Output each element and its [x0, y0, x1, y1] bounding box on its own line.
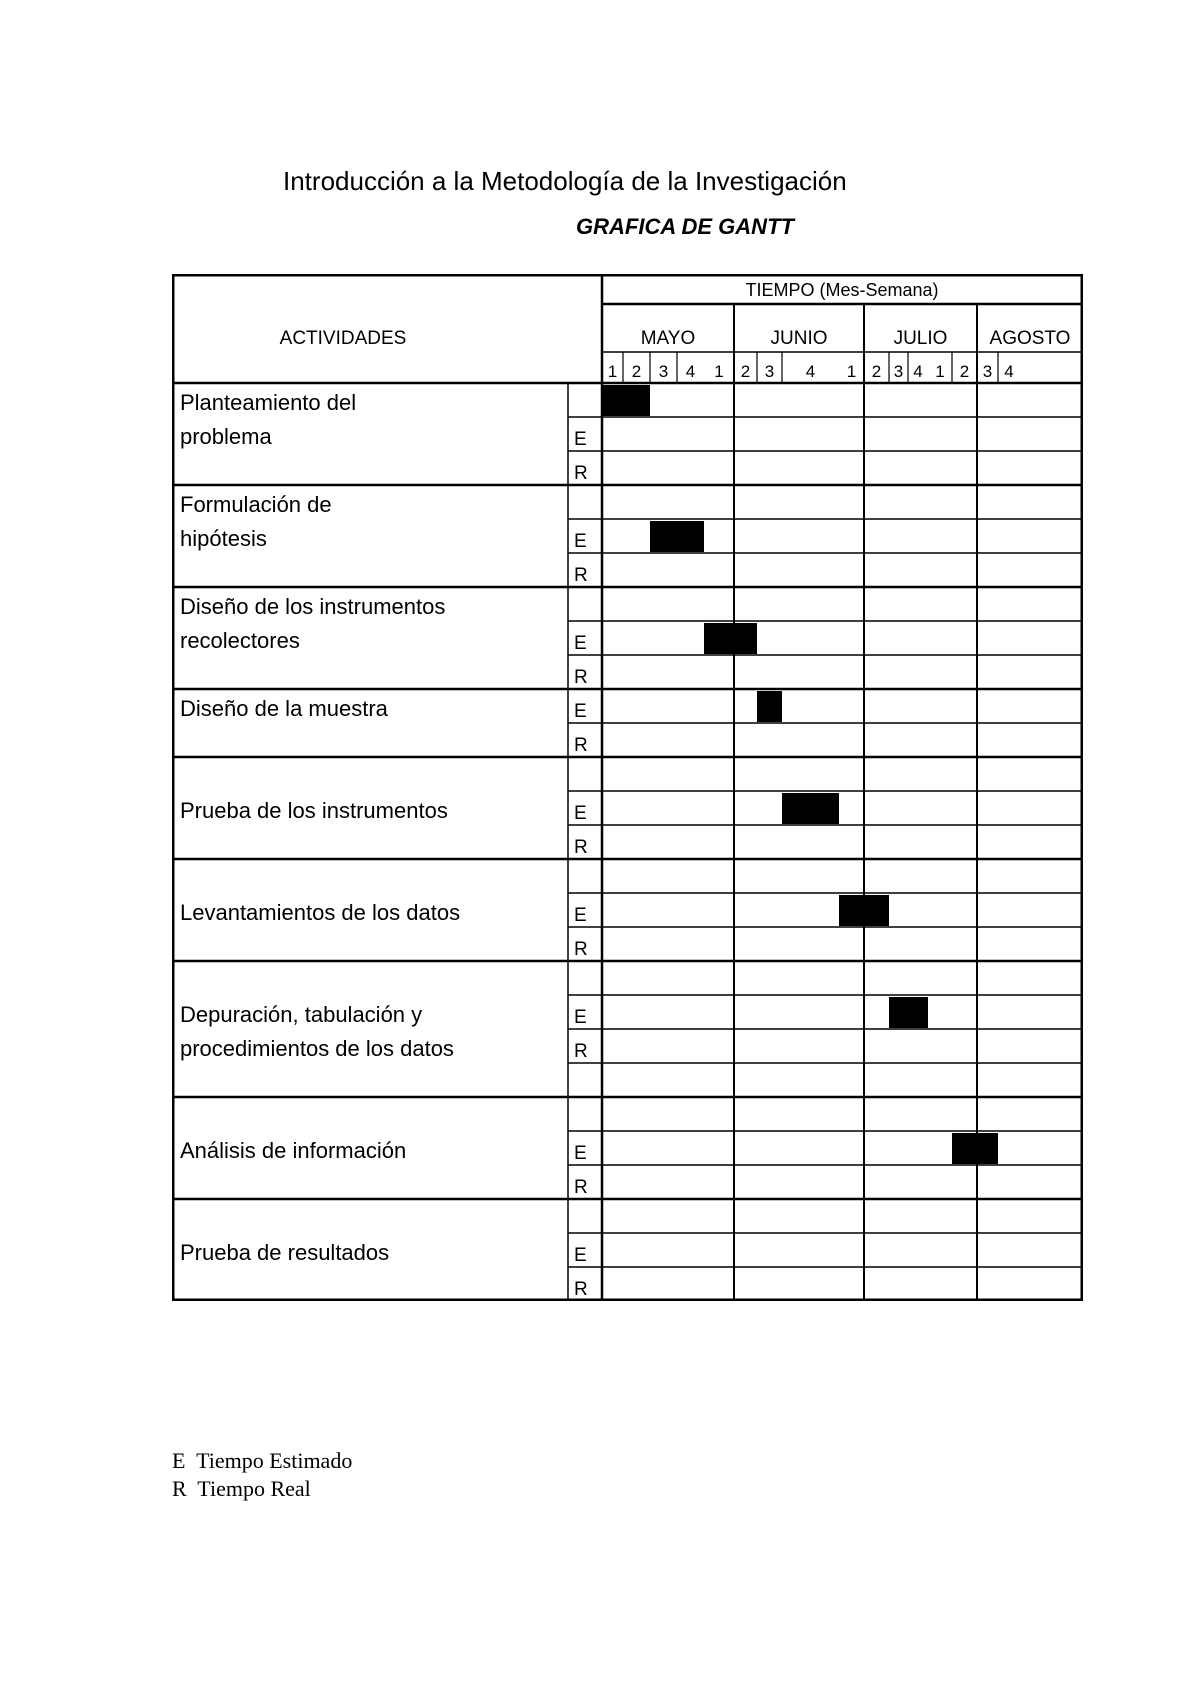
week-label: 2 — [959, 362, 970, 381]
activity-label: procedimientos de los datos — [180, 1036, 454, 1061]
week-label: 3 — [982, 362, 993, 381]
row-code: E — [574, 633, 587, 654]
activities-header: ACTIVIDADES — [279, 328, 407, 349]
week-label: 1 — [714, 362, 724, 381]
row-code: E — [574, 1007, 587, 1028]
activity-label: problema — [180, 424, 272, 449]
document-title: Introducción a la Metodología de la Investigación — [283, 166, 847, 196]
legend-item-real — [172, 1475, 352, 1503]
gantt-bar — [839, 895, 889, 926]
legend-key: E — [172, 1448, 186, 1473]
month-label: AGOSTO — [989, 328, 1071, 349]
week-label: 4 — [1004, 362, 1014, 381]
gantt-bar — [602, 385, 650, 416]
week-label: 2 — [631, 362, 642, 381]
time-header: TIEMPO (Mes-Semana) — [745, 280, 939, 300]
row-code: R — [574, 939, 588, 960]
row-code: E — [574, 905, 587, 926]
row-code: E — [574, 1245, 587, 1266]
legend-item-estimated — [172, 1447, 352, 1475]
activity-label: Prueba de resultados — [180, 1240, 390, 1265]
month-label: MAYO — [640, 328, 696, 349]
document-subtitle: GRAFICA DE GANTT — [576, 214, 794, 239]
week-label: 3 — [764, 362, 775, 381]
activity-label: hipótesis — [180, 526, 267, 551]
month-label: JUNIO — [770, 328, 828, 349]
row-code: R — [574, 1279, 588, 1300]
row-code: E — [574, 803, 587, 824]
row-code: R — [574, 667, 588, 688]
week-label: 1 — [935, 362, 945, 381]
month-label: JULIO — [893, 328, 948, 349]
row-code: R — [574, 1041, 588, 1062]
gantt-chart — [172, 274, 1083, 1304]
gantt-bar — [889, 997, 928, 1028]
activity-label: Diseño de los instrumentos — [180, 594, 446, 619]
activity-label: Prueba de los instrumentos — [180, 798, 448, 823]
row-code: R — [574, 1177, 588, 1198]
week-label: 1 — [846, 362, 857, 381]
row-code: E — [574, 429, 587, 450]
activity-label: Planteamiento del — [180, 390, 357, 415]
legend-text: Tiempo Real — [197, 1476, 311, 1501]
gantt-bar — [704, 623, 757, 654]
week-label: 4 — [685, 362, 696, 381]
activity-label: Formulación de — [180, 492, 332, 517]
week-label: 2 — [871, 362, 882, 381]
activity-label: recolectores — [180, 628, 300, 653]
gantt-bar — [650, 521, 704, 552]
gantt-bar — [952, 1133, 998, 1164]
legend-text: Tiempo Estimado — [196, 1448, 353, 1473]
legend-key: R — [172, 1476, 187, 1501]
row-code: R — [574, 735, 588, 756]
gantt-bar — [782, 793, 839, 824]
week-label: 3 — [658, 362, 669, 381]
row-code: R — [574, 837, 588, 858]
week-label: 3 — [893, 362, 904, 381]
week-label: 2 — [740, 362, 751, 381]
row-code: E — [574, 701, 587, 722]
week-label: 1 — [607, 362, 618, 381]
row-code: R — [574, 565, 588, 586]
row-code: E — [574, 531, 587, 552]
gantt-bar — [757, 691, 782, 722]
activity-label: Análisis de información — [180, 1138, 407, 1163]
activity-label: Diseño de la muestra — [180, 696, 388, 721]
legend — [172, 1447, 352, 1503]
activity-label: Depuración, tabulación y — [180, 1002, 423, 1027]
row-code: E — [574, 1143, 587, 1164]
row-code: R — [574, 463, 588, 484]
activity-label: Levantamientos de los datos — [180, 900, 461, 925]
week-label: 4 — [805, 362, 816, 381]
week-label: 4 — [913, 362, 923, 381]
